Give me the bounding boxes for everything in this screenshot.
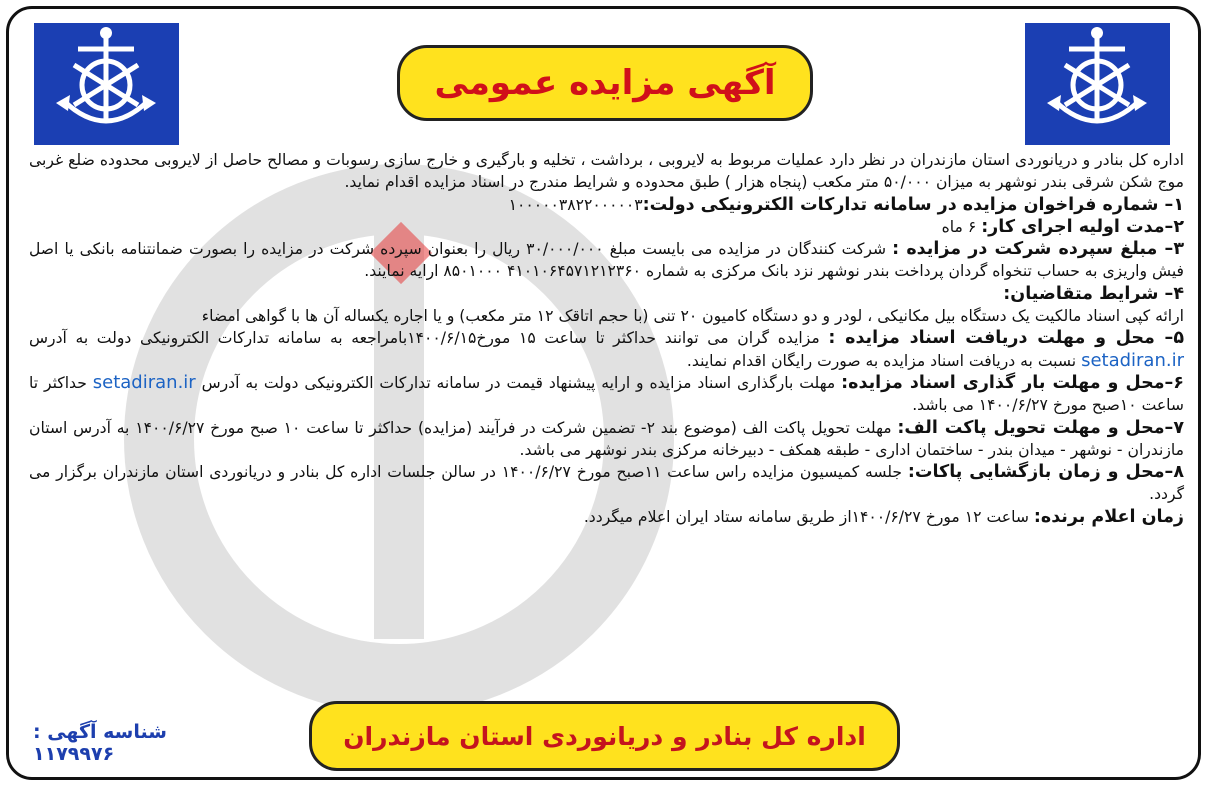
item-3-text: شرکت کنندگان در مزایده می بایست مبلغ ۳۰/۰۰۰/۰۰۰ ریال را بعنوان سپرده شرکت در مزایده را بصورت ضمانتنامه بانکی یا اصل فیش واریزی به حساب تنخواه گردان پرداخت بندر نوشهر نزد بانک مرکزی به شماره ۴۱۰۱۰۶۴۵۷۱۲۱۲۳۶۰ ۸۵۰۱۰۰۰ ارایه نمایند. [29, 240, 1184, 281]
ad-id-label: شناسه آگهی : [33, 721, 167, 743]
item-1-heading: ۱– شماره فراخوان مزایده در سامانه تدارکات الکترونیکی دولت: [642, 194, 1184, 215]
item-6-text: مهلت بارگذاری اسناد مزایده و ارایه پیشنهاد قیمت در سامانه تدارکات الکترونیکی دولت به آدرس [195, 373, 842, 392]
item-6-tail: حداکثر تا ساعت ۱۰صبح مورخ ۱۴۰۰/۶/۲۷ می باشد. [29, 373, 1184, 415]
item-9-text: ساعت ۱۲ مورخ ۱۴۰۰/۶/۲۷از طریق سامانه ستاد ایران اعلام میگردد. [583, 507, 1034, 526]
item-3-heading: ۳– مبلغ سپرده شرکت در مزایده : [892, 239, 1184, 260]
item-3 [29, 238, 1184, 283]
item-8-heading: ۸–محل و زمان بازگشایی پاکات: [907, 462, 1184, 483]
item-8-text: جلسه کمیسیون مزایده راس ساعت ۱۱صبح مورخ ۱۴۰۰/۶/۲۷ در سالن جلسات اداره کل بنادر و دریانوردی استان مازندران برگزار می گردد. [29, 463, 1184, 504]
item-5-heading: ۵– محل و مهلت دریافت اسناد مزایده : [828, 328, 1184, 349]
item-2-heading: ۲–مدت اولیه اجرای کار: [981, 216, 1184, 237]
item-1 [29, 194, 1184, 216]
anchor-emblem-icon [34, 23, 179, 145]
ad-id-value: ۱۱۷۹۹۷۶ [33, 743, 115, 765]
item-8 [29, 461, 1184, 506]
item-6 [29, 372, 1184, 417]
organization-name: اداره کل بنادر و دریانوردی استان مازندران [343, 721, 866, 751]
item-9 [29, 506, 1184, 528]
anchor-emblem-icon [1025, 23, 1170, 145]
item-2-text: ۶ ماه [941, 217, 982, 236]
item-2 [29, 216, 1184, 238]
footer-banner [309, 701, 900, 771]
item-7 [29, 417, 1184, 462]
item-4-heading: ۴– شرایط متقاضیان: [1003, 283, 1184, 304]
item-5-text: مزایده گران می توانند حداکثر تا ساعت ۱۵ مورخ۱۴۰۰/۶/۱۵بامراجعه به سامانه تدارکات الکترونیکی دولت به آدرس [29, 329, 829, 348]
announcement-frame [6, 6, 1201, 780]
setadiran-link[interactable]: setadiran.ir [1081, 349, 1184, 371]
item-6-heading: ۶–محل و مهلت بار گذاری اسناد مزایده: [841, 372, 1184, 393]
intro-paragraph: اداره کل بنادر و دریانوردی استان مازندران در نظر دارد عملیات مربوط به لایروبی ، برداشت ، تخلیه و بارگیری و خارج سازی رسوبات و مصالح حاصل از لایروبی محدوده ضلع غربی موج شکن شرقی بندر نوشهر به میزان ۵۰/۰۰۰ متر مکعب (پنجاه هزار ) طبق محدوده و شرایط مندرج در اسناد مزایده اقدام نماید. [29, 151, 1184, 192]
item-7-heading: ۷–محل و مهلت تحویل پاکت الف: [897, 417, 1184, 438]
setadiran-link[interactable]: setadiran.ir [92, 371, 196, 393]
ad-id [33, 721, 243, 765]
item-4 [29, 283, 1184, 328]
announcement-body [29, 149, 1184, 528]
item-4-text: ارائه کپی اسناد مالکیت یک دستگاه بیل مکانیکی ، لودر و دو دستگاه کامیون ۲۰ تنی (با حجم اتاقک ۱۲ متر مکعب) و یا اجاره یکساله آن ها با گواهی امضاء [201, 307, 1184, 326]
item-5 [29, 327, 1184, 372]
page-title: آگهی مزایده عمومی [434, 63, 776, 103]
item-9-heading: زمان اعلام برنده: [1033, 506, 1184, 527]
item-7-text: مهلت تحویل پاکت الف (موضوع بند ۲- تضمین شرکت در فرآیند (مزایده) حداکثر تا ساعت ۱۰ صبح مورخ ۱۴۰۰/۶/۲۷ به آدرس استان مازندران - نوشهر - میدان بندر - ساختمان اداری - طبقه همکف - دبیرخانه مرکزی بندر نوشهر می باشد. [29, 418, 1184, 459]
item-1-text: ۱۰۰۰۰۰۳۸۲۲۰۰۰۰۰۳ [508, 195, 643, 214]
title-banner [397, 45, 813, 121]
item-5-tail: نسبت به دریافت اسناد مزایده به صورت رایگان اقدام نمایند. [686, 351, 1082, 370]
